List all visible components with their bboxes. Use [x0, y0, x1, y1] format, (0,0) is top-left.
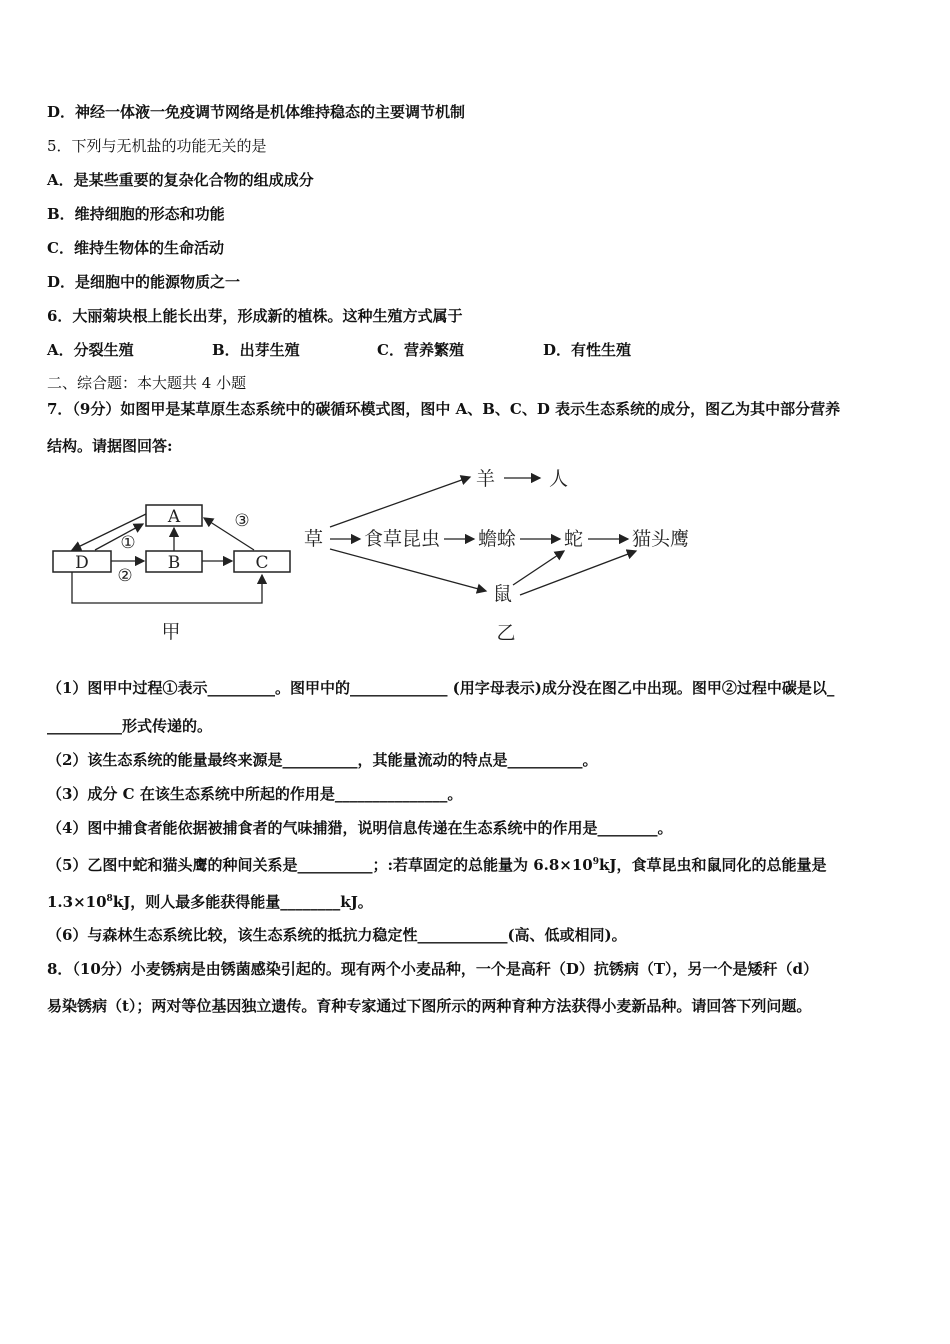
q6-option-a: A．分裂生殖 [47, 341, 134, 359]
q7-part3: （3）成分 C 在该生态系统中所起的作用是_______________。 [47, 785, 463, 803]
q7-part6: （6）与森林生态系统比较，该生态系统的抵抗力稳定性____________(高、低或相同)。 [47, 926, 627, 944]
arrow-grass-mouse [330, 549, 486, 591]
q7-part1-line1: （1）图甲中过程①表示_________。图甲中的_____________ (用字母表示)成分没在图乙中出现。图甲②过程中碳是以_ [47, 679, 835, 697]
q7-part5-exponent-a: 9 [592, 857, 600, 867]
q4-option-d: D．神经一体液一免疫调节网络是机体维持稳态的主要调节机制 [47, 103, 466, 121]
q5-option-a: A．是某些重要的复杂化合物的组成成分 [47, 171, 314, 189]
q7-part5-text-d: kJ，则人最多能获得能量________kJ。 [112, 893, 373, 911]
q7-part5-line2 [47, 889, 373, 912]
q7-stem-line2: 结构。请据图回答: [47, 437, 173, 455]
box-c-label: C [255, 553, 269, 573]
q6-stem: 6．大丽菊块根上能长出芽，形成新的植株。这种生殖方式属于 [47, 307, 463, 325]
node-insect: 食草昆虫 [364, 528, 441, 550]
figure-food-web [298, 455, 708, 655]
node-mouse: 鼠 [493, 583, 513, 605]
process-3-label: ③ [234, 511, 250, 531]
q7-part5-text-b: kJ，食草昆虫和鼠同化的总能量是 [599, 856, 827, 874]
q5-option-b: B．维持细胞的形态和功能 [47, 205, 225, 223]
q6-option-c: C．营养繁殖 [377, 341, 464, 359]
box-a-label: A [167, 507, 181, 527]
node-grass: 草 [304, 528, 324, 550]
q7-part5-text-a: （5）乙图中蛇和猫头鹰的种间关系是__________；:若草固定的总能量为 6.8×10 [47, 856, 593, 874]
q5-option-c: C．维持生物体的生命活动 [47, 239, 224, 257]
node-human: 人 [549, 468, 569, 490]
q6-option-b: B．出芽生殖 [212, 341, 300, 359]
node-owl: 猫头鹰 [632, 528, 690, 550]
figure-jia-caption: 甲 [161, 621, 181, 643]
q8-stem-line2: 易染锈病（t）；两对等位基因独立遗传。育种专家通过下图所示的两种育种方法获得小麦新品种。请回答下列问题。 [47, 997, 812, 1015]
q5-option-d: D．是细胞中的能源物质之一 [47, 273, 241, 291]
process-2-label: ② [117, 566, 133, 586]
arrow-grass-sheep [330, 477, 470, 527]
q8-stem-line1: 8．（10分）小麦锈病是由锈菌感染引起的。现有两个小麦品种，一个是高秆（D）抗锈病（T），另一个是矮秆（d） [47, 960, 818, 978]
process-1-label: ① [120, 533, 136, 553]
q7-part1-line2: __________形式传递的。 [47, 717, 213, 735]
q7-part5-line1 [47, 852, 827, 875]
q7-part5-text-c: 1.3×10 [47, 893, 107, 911]
box-b-label: B [167, 553, 181, 573]
figure-carbon-cycle [40, 490, 310, 650]
q7-part5-exponent-b: 8 [106, 894, 113, 904]
section-heading: 二、综合题：本大题共 4 小题 [47, 374, 247, 392]
arrow-d-to-a [95, 524, 143, 550]
node-toad: 蟾蜍 [478, 528, 517, 550]
q7-stem-line1: 7．（9分）如图甲是某草原生态系统中的碳循环模式图，图中 A、B、C、D 表示生态系统的成分，图乙为其中部分营养 [47, 400, 841, 418]
arrow-mouse-owl [520, 551, 636, 595]
q7-part2: （2）该生态系统的能量最终来源是__________，其能量流动的特点是__________。 [47, 751, 598, 769]
q7-part4: （4）图中捕食者能依据被捕食者的气味捕猎，说明信息传递在生态系统中的作用是________。 [47, 819, 673, 837]
node-sheep: 羊 [476, 468, 496, 490]
arrow-d-to-c [72, 572, 262, 603]
q5-stem: 5．下列与无机盐的功能无关的是 [47, 137, 267, 155]
arrow-mouse-snake [513, 551, 564, 585]
figure-yi-caption: 乙 [496, 622, 516, 644]
q6-option-d: D．有性生殖 [543, 341, 632, 359]
box-d-label: D [75, 553, 89, 573]
node-snake: 蛇 [564, 528, 584, 550]
